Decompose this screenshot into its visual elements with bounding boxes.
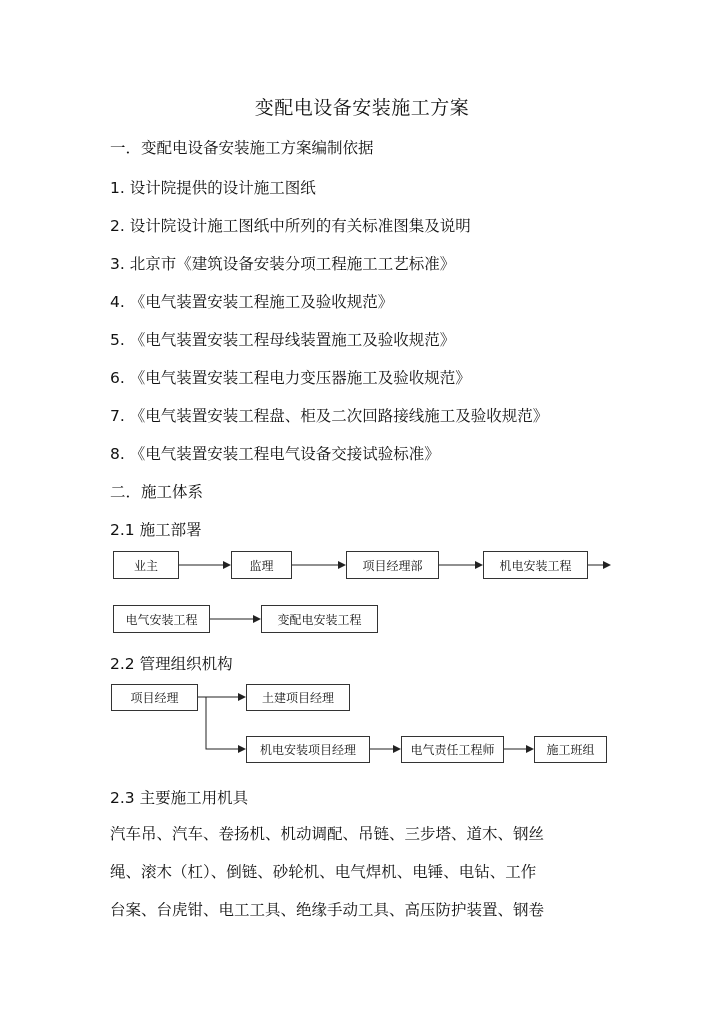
box-civil-pm: 土建项目经理 [246, 684, 350, 711]
basis-item-6: 6. 《电气装置安装工程电力变压器施工及验收规范》 [110, 369, 471, 387]
basis-item-8: 8. 《电气装置安装工程电气设备交接试验标准》 [110, 445, 440, 463]
box-mech-elec-pm: 机电安装项目经理 [246, 736, 370, 763]
box-electrical-engineer: 电气责任工程师 [401, 736, 504, 763]
box-construction-team: 施工班组 [534, 736, 607, 763]
box-supervisor: 监理 [231, 551, 292, 579]
subsection-2-3-heading: 2.3 主要施工用机具 [110, 789, 249, 807]
equipment-line-3: 台案、台虎钳、电工工具、绝缘手动工具、高压防护装置、钢卷 [110, 901, 545, 919]
section1-heading: 一．变配电设备安装施工方案编制依据 [110, 139, 374, 157]
box-project-management: 项目经理部 [346, 551, 439, 579]
basis-item-5: 5. 《电气装置安装工程母线装置施工及验收规范》 [110, 331, 456, 349]
box-substation-installation: 变配电安装工程 [261, 605, 378, 633]
subsection-2-2-heading: 2.2 管理组织机构 [110, 655, 233, 673]
basis-item-4: 4. 《电气装置安装工程施工及验收规范》 [110, 293, 394, 311]
document-title: 变配电设备安装施工方案 [254, 97, 470, 119]
basis-item-1: 1. 设计院提供的设计施工图纸 [110, 179, 316, 197]
section2-heading: 二．施工体系 [110, 483, 204, 501]
equipment-line-1: 汽车吊、汽车、卷扬机、机动调配、吊链、三步塔、道木、钢丝 [110, 825, 545, 843]
basis-item-7: 7. 《电气装置安装工程盘、柜及二次回路接线施工及验收规范》 [110, 407, 549, 425]
arrow-pm-to-mech [206, 697, 245, 749]
box-project-manager: 项目经理 [111, 684, 198, 711]
basis-item-3: 3. 北京市《建筑设备安装分项工程施工工艺标准》 [110, 255, 456, 273]
box-mechanical-electrical: 机电安装工程 [483, 551, 588, 579]
box-electrical-installation: 电气安装工程 [113, 605, 210, 633]
equipment-line-2: 绳、滚木（杠）、倒链、砂轮机、电气焊机、电锤、电钻、工作 [110, 863, 537, 881]
subsection-2-1-heading: 2.1 施工部署 [110, 521, 202, 539]
box-owner: 业主 [113, 551, 179, 579]
basis-item-2: 2. 设计院设计施工图纸中所列的有关标准图集及说明 [110, 217, 471, 235]
